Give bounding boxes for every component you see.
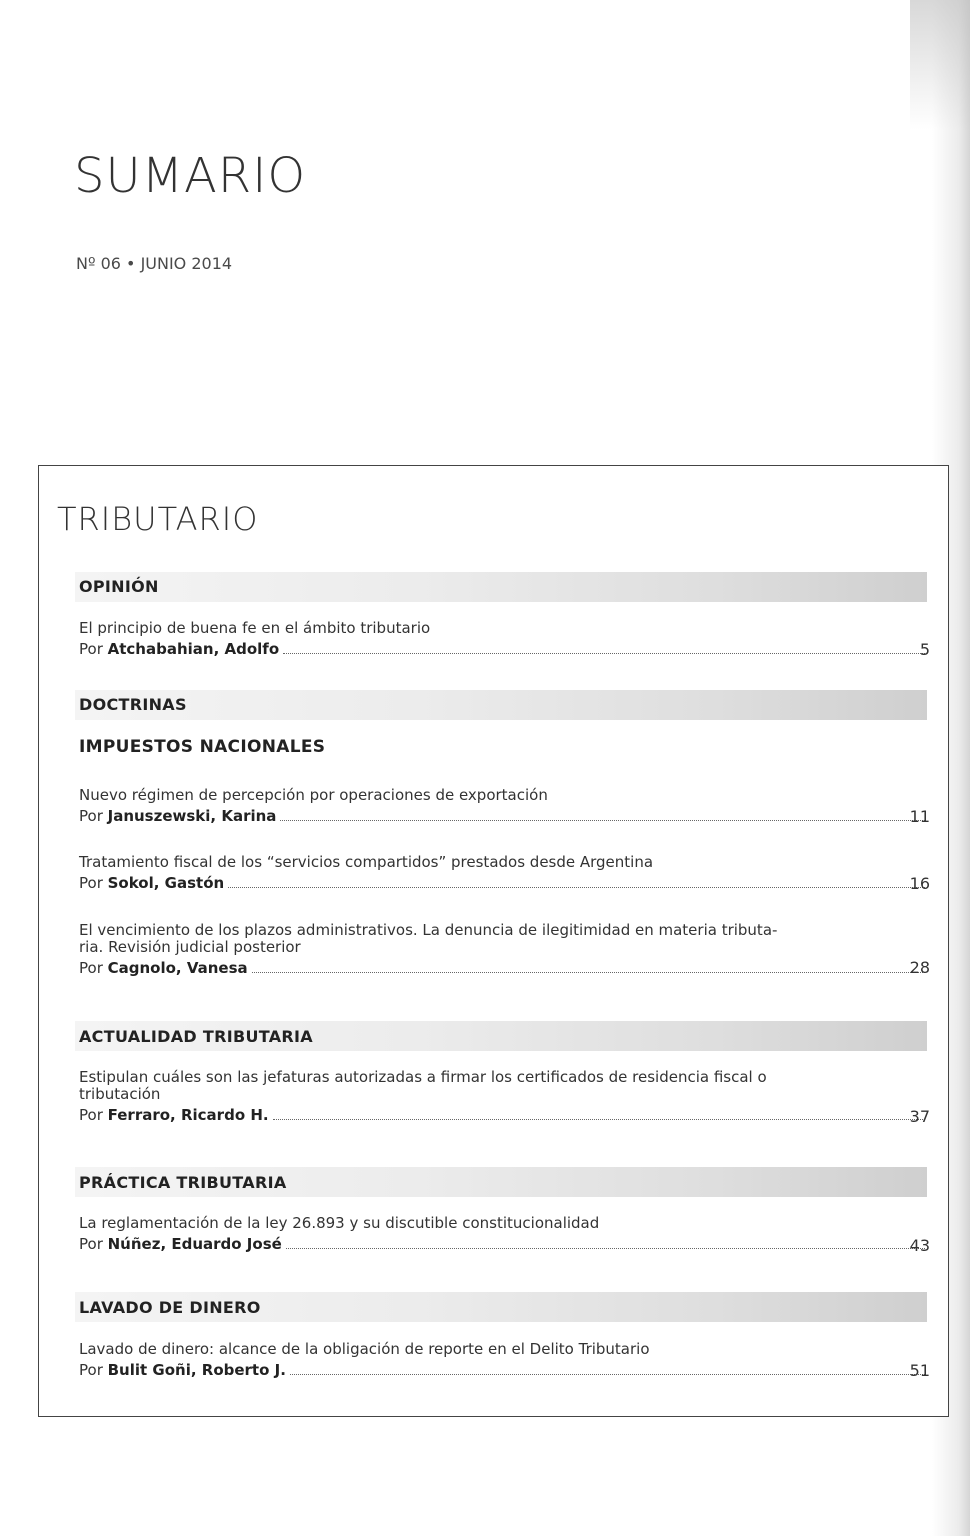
por-label: Por bbox=[79, 807, 108, 825]
entry-title: El principio de buena fe en el ámbito tributario bbox=[79, 619, 431, 637]
author-line bbox=[79, 959, 927, 977]
page-title: SUMARIO bbox=[74, 148, 307, 204]
section-bar bbox=[75, 572, 927, 602]
dot-leader bbox=[228, 886, 925, 888]
page-corner-shadow bbox=[910, 0, 970, 130]
entry-title: El vencimiento de los plazos administrativos. La denuncia de ilegitimidad en materia tributa- bbox=[79, 921, 778, 939]
section-heading-lavado: LAVADO DE DINERO bbox=[79, 1298, 261, 1317]
por-label: Por bbox=[79, 1235, 108, 1253]
section-heading-practica: PRÁCTICA TRIBUTARIA bbox=[79, 1173, 287, 1192]
section-heading-opinion: OPINIÓN bbox=[79, 577, 159, 596]
entry-title: Tratamiento fiscal de los “servicios compartidos” prestados desde Argentina bbox=[79, 853, 654, 871]
page-number: 16 bbox=[909, 874, 930, 893]
toc-entry[interactable] bbox=[79, 787, 927, 825]
table-of-contents bbox=[38, 465, 949, 1417]
entry-title: La reglamentación de la ley 26.893 y su discutible constitucionalidad bbox=[79, 1214, 600, 1232]
toc-entry[interactable] bbox=[79, 1215, 927, 1253]
author-line bbox=[79, 1235, 927, 1253]
por-label: Por bbox=[79, 874, 108, 892]
entry-title: Estipulan cuáles son las jefaturas autorizadas a firmar los certificados de residencia fiscal o bbox=[79, 1068, 767, 1086]
author-line bbox=[79, 1361, 927, 1379]
page-number: 11 bbox=[909, 807, 930, 826]
entry-title-continued: ria. Revisión judicial posterior bbox=[79, 938, 301, 956]
page-number: 51 bbox=[909, 1361, 930, 1380]
toc-entry[interactable] bbox=[79, 620, 927, 658]
por-label: Por bbox=[79, 1361, 108, 1379]
author-line bbox=[79, 874, 927, 892]
dot-leader bbox=[283, 652, 925, 654]
author-name: Atchabahian, Adolfo bbox=[107, 640, 280, 658]
author-name: Bulit Goñi, Roberto J. bbox=[107, 1361, 286, 1379]
subsection-heading: IMPUESTOS NACIONALES bbox=[79, 737, 326, 757]
toc-entry[interactable] bbox=[79, 922, 927, 977]
page-number: 43 bbox=[909, 1236, 930, 1255]
author-name: Ferraro, Ricardo H. bbox=[107, 1106, 269, 1124]
author-line bbox=[79, 1106, 927, 1124]
section-heading-actualidad: ACTUALIDAD TRIBUTARIA bbox=[79, 1027, 313, 1046]
author-name: Cagnolo, Vanesa bbox=[107, 959, 248, 977]
issue-info: Nº 06 • JUNIO 2014 bbox=[76, 254, 233, 273]
author-name: Januszewski, Karina bbox=[107, 807, 277, 825]
por-label: Por bbox=[79, 959, 108, 977]
dot-leader bbox=[273, 1118, 925, 1120]
por-label: Por bbox=[79, 640, 108, 658]
entry-title-continued: tributación bbox=[79, 1085, 161, 1103]
entry-title: Lavado de dinero: alcance de la obligación de reporte en el Delito Tributario bbox=[79, 1340, 650, 1358]
section-bar bbox=[75, 690, 927, 720]
page-number: 37 bbox=[909, 1107, 930, 1126]
dot-leader bbox=[252, 971, 925, 973]
toc-entry[interactable] bbox=[79, 854, 927, 892]
author-line bbox=[79, 807, 927, 825]
author-line bbox=[79, 640, 927, 658]
dot-leader bbox=[286, 1247, 925, 1249]
toc-entry[interactable] bbox=[79, 1341, 927, 1379]
section-title: TRIBUTARIO bbox=[57, 500, 259, 538]
dot-leader bbox=[280, 819, 925, 821]
toc-entry[interactable] bbox=[79, 1069, 927, 1124]
author-name: Núñez, Eduardo José bbox=[107, 1235, 282, 1253]
page-number: 28 bbox=[909, 958, 930, 977]
author-name: Sokol, Gastón bbox=[107, 874, 225, 892]
por-label: Por bbox=[79, 1106, 108, 1124]
entry-title: Nuevo régimen de percepción por operaciones de exportación bbox=[79, 786, 548, 804]
dot-leader bbox=[290, 1373, 925, 1375]
section-heading-doctrinas: DOCTRINAS bbox=[79, 695, 187, 714]
page-number: 5 bbox=[919, 640, 930, 659]
